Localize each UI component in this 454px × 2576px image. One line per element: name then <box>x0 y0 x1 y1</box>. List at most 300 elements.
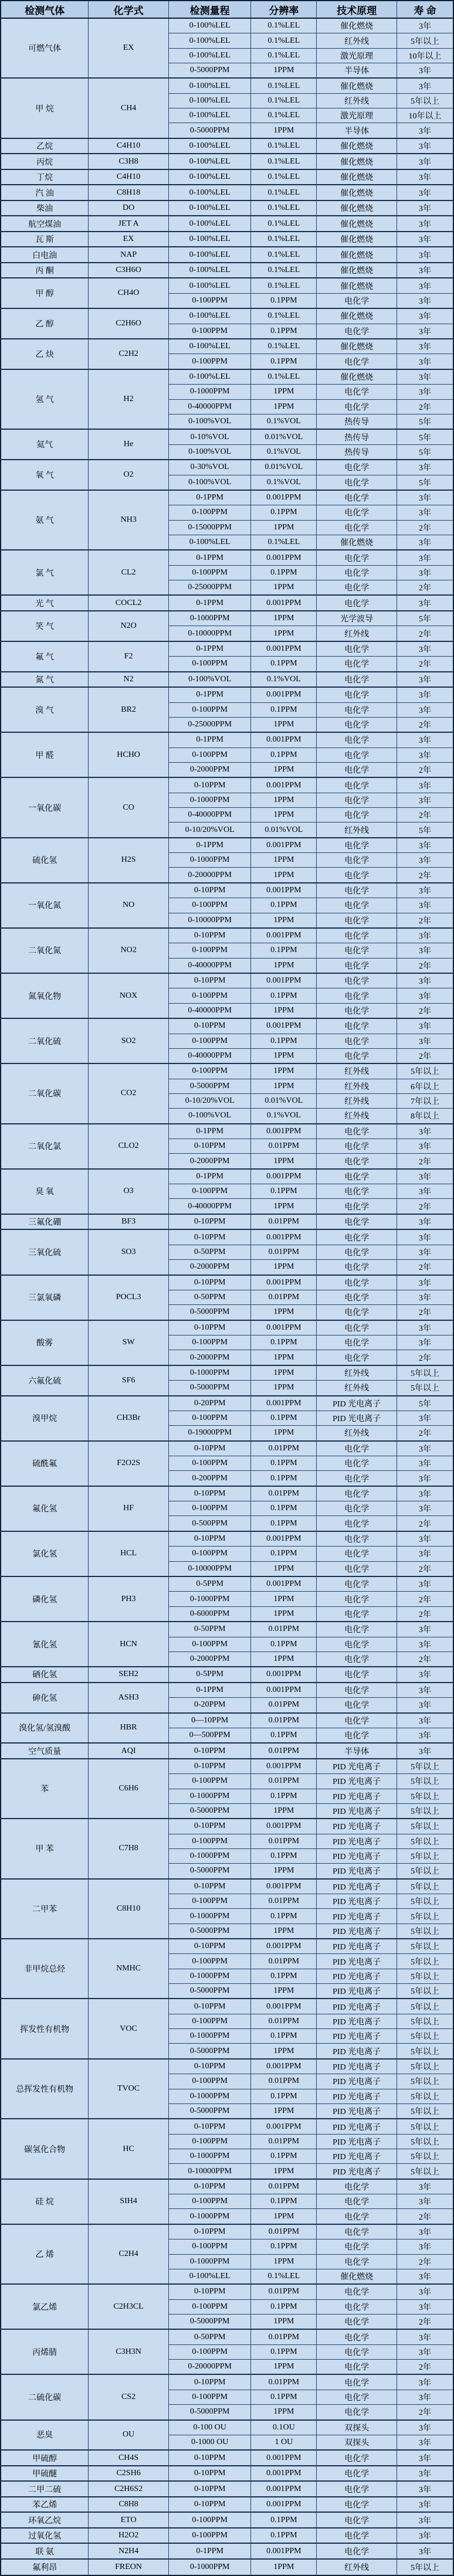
range-cell: 0-10PPM <box>168 777 251 793</box>
gas-formula-cell: SF6 <box>89 1365 169 1396</box>
resolution-cell: 1PPM <box>251 2044 317 2059</box>
range-cell: 0-100 OU <box>168 2420 251 2435</box>
principle-cell: 电化学 <box>317 717 397 732</box>
range-cell: 0-5PPM <box>168 1667 251 1683</box>
gas-formula-cell: C2H6O <box>89 308 169 339</box>
principle-cell: 红外线 <box>317 823 397 838</box>
table-row <box>1 1531 453 1547</box>
gas-name-cell: 磷化氢 <box>1 1576 89 1622</box>
principle-cell: 红外线 <box>317 33 397 48</box>
resolution-cell: 0.1%LEL <box>251 138 317 154</box>
gas-formula-cell: N2 <box>89 672 169 688</box>
range-cell: 0-1000PPM <box>168 2029 251 2044</box>
range-cell: 0-100PPM <box>168 2134 251 2149</box>
table-row <box>1 641 453 657</box>
lifespan-cell: 5年以上 <box>397 1939 453 1954</box>
range-cell: 0-1000PPM <box>168 1909 251 1923</box>
table-row <box>1 928 453 943</box>
gas-formula-cell: HBR <box>89 1713 169 1744</box>
principle-cell: 电化学 <box>317 1667 397 1683</box>
range-cell: 0-100PPM <box>168 2074 251 2089</box>
gas-formula-cell: N2O <box>89 611 169 641</box>
resolution-cell: 0.01PPM <box>251 1698 317 1713</box>
resolution-cell: 0.1%LEL <box>251 200 317 216</box>
lifespan-cell: 3年 <box>397 2420 453 2435</box>
resolution-cell: 1PPM <box>251 853 317 868</box>
principle-cell: PID 光电离子 <box>317 1789 397 1803</box>
table-row <box>1 2374 453 2390</box>
lifespan-cell: 5年 <box>397 429 453 444</box>
range-cell: 0-100PPM <box>168 747 251 762</box>
resolution-cell: 0.1PPM <box>251 657 317 672</box>
principle-cell: 电化学 <box>317 505 397 520</box>
lifespan-cell: 5年 <box>397 475 453 490</box>
principle-cell: 电化学 <box>317 1018 397 1034</box>
range-cell: 0-100PPM <box>168 2390 251 2404</box>
lifespan-cell: 3年 <box>397 1018 453 1034</box>
range-cell: 0-200PPM <box>168 1471 251 1486</box>
range-cell: 0-1000PPM <box>168 793 251 807</box>
resolution-cell: 0.1PPM <box>251 1516 317 1531</box>
resolution-cell: 0.001PPM <box>251 2481 317 2497</box>
lifespan-cell: 3年 <box>397 2497 453 2513</box>
gas-formula-cell: CH4 <box>89 78 169 138</box>
range-cell: 0-100PPM <box>168 702 251 717</box>
resolution-cell: 1PPM <box>251 626 317 641</box>
gas-name-cell: 苯 <box>1 1759 89 1819</box>
gas-name-cell: 乙 炔 <box>1 339 89 369</box>
principle-cell: 电化学 <box>317 732 397 747</box>
lifespan-cell: 3年 <box>397 793 453 807</box>
gas-formula-cell: EX <box>89 232 169 247</box>
range-cell: 0-50PPM <box>168 1245 251 1259</box>
principle-cell: PID 光电离子 <box>317 1774 397 1789</box>
gas-formula-cell: C3H6O <box>89 263 169 278</box>
resolution-cell: 0.1PPM <box>251 2344 317 2359</box>
range-cell: 0-20000PPM <box>168 2360 251 2375</box>
resolution-cell: 0.01PPM <box>251 2014 317 2028</box>
resolution-cell: 1PPM <box>251 1079 317 1093</box>
table-row <box>1 2450 453 2466</box>
resolution-cell: 0.1PPM <box>251 2299 317 2314</box>
lifespan-cell: 3年 <box>397 200 453 216</box>
lifespan-cell: 3年 <box>397 595 453 611</box>
range-cell: 0-20PPM <box>168 1698 251 1713</box>
principle-cell: 半导体 <box>317 63 397 79</box>
lifespan-cell: 2年 <box>397 2314 453 2329</box>
resolution-cell: 0.1%VOL <box>251 475 317 490</box>
lifespan-cell: 3年 <box>397 460 453 475</box>
lifespan-cell: 3年 <box>397 565 453 580</box>
gas-name-cell: 三氯氧磷 <box>1 1275 89 1320</box>
gas-formula-cell: CS2 <box>89 2374 169 2419</box>
table-row <box>1 2059 453 2074</box>
range-cell: 0-100PPM <box>168 2344 251 2359</box>
range-cell: 0-100%LEL <box>168 200 251 216</box>
gas-formula-cell: CH4O <box>89 278 169 308</box>
range-cell: 0-10PPM <box>168 2119 251 2134</box>
lifespan-cell: 2年 <box>397 1350 453 1365</box>
resolution-cell: 0.001PPM <box>251 1999 317 2014</box>
resolution-cell: 0.01PPM <box>251 1743 317 1759</box>
resolution-cell: 0.001PPM <box>251 1879 317 1894</box>
resolution-cell: 0.1PPM <box>251 2512 317 2528</box>
table-row <box>1 1819 453 1834</box>
range-cell: 0-20000PPM <box>168 868 251 883</box>
resolution-cell: 0.001PPM <box>251 1229 317 1245</box>
resolution-cell: 0.001PPM <box>251 550 317 565</box>
range-cell: 0-100%VOL <box>168 414 251 429</box>
gas-formula-cell: C4H10 <box>89 169 169 185</box>
range-cell: 0-10PPM <box>168 1486 251 1501</box>
resolution-cell: 0.1PPM <box>251 2528 317 2544</box>
lifespan-cell: 5年以上 <box>397 2119 453 2134</box>
range-cell: 0-5PPM <box>168 1576 251 1592</box>
gas-name-cell: 一氧化碳 <box>1 777 89 837</box>
range-cell: 0-1000PPM <box>168 1592 251 1606</box>
resolution-cell: 0.001PPM <box>251 1939 317 1954</box>
range-cell: 0-100%LEL <box>168 18 251 33</box>
principle-cell: PID 光电离子 <box>317 1396 397 1411</box>
lifespan-cell: 3年 <box>397 185 453 200</box>
gas-formula-cell: C7H8 <box>89 1819 169 1878</box>
lifespan-cell: 3年 <box>397 2435 453 2450</box>
resolution-cell: 1PPM <box>251 1923 317 1939</box>
principle-cell: 电化学 <box>317 2299 397 2314</box>
range-cell: 0-100%LEL <box>168 185 251 200</box>
range-cell: 0-10PPM <box>168 2481 251 2497</box>
resolution-cell: 0.001PPM <box>251 1018 317 1034</box>
range-cell: 0-10PPM <box>168 1999 251 2014</box>
range-cell: 0-1000PPM <box>168 1848 251 1863</box>
resolution-cell: 0.001PPM <box>251 1667 317 1683</box>
gas-formula-cell: CH3Br <box>89 1396 169 1441</box>
range-cell: 0-100%LEL <box>168 2269 251 2284</box>
resolution-cell: 1PPM <box>251 1199 317 1214</box>
principle-cell: 电化学 <box>317 1441 397 1456</box>
table-row <box>1 732 453 747</box>
resolution-cell: 0.1%VOL <box>251 1109 317 1124</box>
principle-cell: 红外线 <box>317 626 397 641</box>
principle-cell: 电化学 <box>317 762 397 777</box>
resolution-cell: 0.1PPM <box>251 988 317 1003</box>
gas-name-cell: 二甲二硫 <box>1 2481 89 2497</box>
lifespan-cell: 3年 <box>397 1124 453 1139</box>
range-cell: 0-100%LEL <box>168 33 251 48</box>
gas-name-cell: 氮 气 <box>1 672 89 688</box>
lifespan-cell: 3年 <box>397 1034 453 1048</box>
principle-cell: 电化学 <box>317 550 397 565</box>
principle-cell: 电化学 <box>317 883 397 898</box>
resolution-cell: 0.1%LEL <box>251 78 317 93</box>
resolution-cell: 0.001PPM <box>251 641 317 657</box>
lifespan-cell: 5年以上 <box>397 1759 453 1774</box>
principle-cell: PID 光电离子 <box>317 1411 397 1425</box>
range-cell: 0-1PPM <box>168 1169 251 1184</box>
principle-cell: 催化燃烧 <box>317 185 397 200</box>
gas-name-cell: 氟 气 <box>1 641 89 672</box>
lifespan-cell: 3年 <box>397 550 453 565</box>
range-cell: 0-50PPM <box>168 1290 251 1304</box>
range-cell: 0-5000PPM <box>168 1305 251 1320</box>
table-row <box>1 2420 453 2435</box>
lifespan-cell: 2年 <box>397 1003 453 1018</box>
table-row <box>1 838 453 853</box>
principle-cell: PID 光电离子 <box>317 2014 397 2028</box>
principle-cell: 电化学 <box>317 1606 397 1622</box>
lifespan-cell: 5年以上 <box>397 2134 453 2149</box>
principle-cell: 催化燃烧 <box>317 200 397 216</box>
range-cell: 0-100PPM <box>168 1456 251 1471</box>
range-cell: 0-100%LEL <box>168 339 251 354</box>
gas-formula-cell: SW <box>89 1320 169 1365</box>
gas-name-cell: 三氧化硫 <box>1 1229 89 1275</box>
table-row <box>1 2559 453 2575</box>
lifespan-cell: 5年以上 <box>397 1803 453 1819</box>
gas-formula-cell: PH3 <box>89 1576 169 1622</box>
resolution-cell: 0.1%LEL <box>251 93 317 108</box>
gas-name-cell: 溴甲烷 <box>1 1396 89 1441</box>
resolution-cell: 1PPM <box>251 1365 317 1381</box>
column-header-gas: 检测气体 <box>1 1 89 18</box>
table-row <box>1 1667 453 1683</box>
lifespan-cell: 3年 <box>397 216 453 232</box>
lifespan-cell: 3年 <box>397 232 453 247</box>
gas-formula-cell: CL2 <box>89 550 169 595</box>
gas-formula-cell: N2H4 <box>89 2543 169 2559</box>
lifespan-cell: 3年 <box>397 1486 453 1501</box>
principle-cell: 催化燃烧 <box>317 339 397 354</box>
principle-cell: 激光原理 <box>317 108 397 123</box>
principle-cell: 电化学 <box>317 293 397 308</box>
resolution-cell: 0.01PPM <box>251 1441 317 1456</box>
resolution-cell: 1PPM <box>251 1381 317 1396</box>
lifespan-cell: 3年 <box>397 1683 453 1698</box>
resolution-cell: 0.1PPM <box>251 2390 317 2404</box>
principle-cell: PID 光电离子 <box>317 2074 397 2089</box>
gas-formula-cell: H2 <box>89 369 169 429</box>
gas-formula-cell: C3H8 <box>89 154 169 169</box>
lifespan-cell: 5年以上 <box>397 1984 453 1999</box>
gas-name-cell: 丙 酮 <box>1 263 89 278</box>
principle-cell: 电化学 <box>317 2344 397 2359</box>
lifespan-cell: 2年 <box>397 580 453 596</box>
resolution-cell: 0.001PPM <box>251 2450 317 2466</box>
lifespan-cell: 3年 <box>397 490 453 505</box>
lifespan-cell: 5年以上 <box>397 2164 453 2179</box>
resolution-cell: 1PPM <box>251 385 317 399</box>
table-row <box>1 2119 453 2134</box>
range-cell: 0-1PPM <box>168 687 251 702</box>
principle-cell: 电化学 <box>317 958 397 973</box>
range-cell: 0-100PPM <box>168 1954 251 1969</box>
resolution-cell: 0.1PPM <box>251 1728 317 1743</box>
principle-cell: 电化学 <box>317 565 397 580</box>
lifespan-cell: 3年 <box>397 928 453 943</box>
gas-formula-cell: C4H10 <box>89 138 169 154</box>
principle-cell: 电化学 <box>317 2209 397 2224</box>
lifespan-cell: 3年 <box>397 1743 453 1759</box>
range-cell: 0-10PPM <box>168 973 251 988</box>
principle-cell: 电化学 <box>317 2405 397 2420</box>
lifespan-cell: 5年以上 <box>397 2059 453 2074</box>
range-cell: 0-2000PPM <box>168 1651 251 1667</box>
gas-name-cell: 氯乙烯 <box>1 2284 89 2329</box>
table-row <box>1 550 453 565</box>
gas-name-cell: 溴 气 <box>1 687 89 732</box>
lifespan-cell: 3年 <box>397 1214 453 1230</box>
resolution-cell: 0.01PPM <box>251 1139 317 1154</box>
range-cell: 0-1000PPM <box>168 385 251 399</box>
principle-cell: 电化学 <box>317 2360 397 2375</box>
lifespan-cell: 2年 <box>397 808 453 823</box>
gas-name-cell: 总挥发性有机物 <box>1 2059 89 2119</box>
gas-name-cell: 一氧化氮 <box>1 883 89 928</box>
resolution-cell: 0.01PPM <box>251 2179 317 2194</box>
gas-name-cell: 光 气 <box>1 595 89 611</box>
lifespan-cell: 6年以上 <box>397 1079 453 1093</box>
lifespan-cell: 3年 <box>397 18 453 33</box>
principle-cell: 激光原理 <box>317 48 397 63</box>
table-row <box>1 216 453 232</box>
resolution-cell: 1PPM <box>251 580 317 596</box>
resolution-cell: 0.1%LEL <box>251 263 317 278</box>
lifespan-cell: 5年以上 <box>397 1999 453 2014</box>
lifespan-cell: 3年 <box>397 1728 453 1743</box>
table-row <box>1 308 453 324</box>
principle-cell: 双探头 <box>317 2420 397 2435</box>
resolution-cell: 0.1PPM <box>251 898 317 913</box>
gas-formula-cell: NH3 <box>89 490 169 550</box>
range-cell: 0-5000PPM <box>168 2044 251 2059</box>
gas-name-cell: 硅 烷 <box>1 2179 89 2224</box>
lifespan-cell: 5年以上 <box>397 1894 453 1909</box>
gas-formula-cell: HCHO <box>89 732 169 777</box>
resolution-cell: 0.1%LEL <box>251 232 317 247</box>
table-row <box>1 169 453 185</box>
range-cell: 0-100PPM <box>168 354 251 369</box>
resolution-cell: 1PPM <box>251 520 317 535</box>
resolution-cell: 1PPM <box>251 1592 317 1606</box>
range-cell: 0-2000PPM <box>168 762 251 777</box>
lifespan-cell: 3年 <box>397 2512 453 2528</box>
lifespan-cell: 2年 <box>397 2209 453 2224</box>
lifespan-cell: 5年以上 <box>397 2014 453 2028</box>
resolution-cell: 0.1PPM <box>251 1637 317 1651</box>
range-cell: 0-100%LEL <box>168 369 251 385</box>
gas-formula-cell: CO <box>89 777 169 837</box>
gas-formula-cell: HCL <box>89 1531 169 1576</box>
gas-name-cell: 过氧化氢 <box>1 2528 89 2544</box>
principle-cell: 催化燃烧 <box>317 263 397 278</box>
gas-name-cell: 乙 烯 <box>1 2224 89 2284</box>
lifespan-cell: 3年 <box>397 1139 453 1154</box>
range-cell: 0-100PPM <box>168 898 251 913</box>
principle-cell: 电化学 <box>317 808 397 823</box>
gas-name-cell: 氯化氢 <box>1 1531 89 1576</box>
gas-name-cell: 联 氨 <box>1 2543 89 2559</box>
principle-cell: 电化学 <box>317 1350 397 1365</box>
principle-cell: PID 光电离子 <box>317 1984 397 1999</box>
resolution-cell: 0.01PPM <box>251 1622 317 1637</box>
lifespan-cell: 2年 <box>397 1305 453 1320</box>
gas-name-cell: 硒化氢 <box>1 1667 89 1683</box>
resolution-cell: 1PPM <box>251 611 317 626</box>
resolution-cell: 0.1%LEL <box>251 2269 317 2284</box>
gas-name-cell: 甲 醇 <box>1 278 89 308</box>
lifespan-cell: 3年 <box>397 1547 453 1561</box>
gas-name-cell: 挥发性有机物 <box>1 1999 89 2058</box>
resolution-cell: 0.001PPM <box>251 838 317 853</box>
range-cell: 0-10PPM <box>168 2374 251 2390</box>
range-cell: 0-40000PPM <box>168 808 251 823</box>
principle-cell: 电化学 <box>317 354 397 369</box>
principle-cell: 催化燃烧 <box>317 18 397 33</box>
table-row <box>1 2466 453 2482</box>
range-cell: 0-10PPM <box>168 1320 251 1335</box>
table-row <box>1 278 453 293</box>
principle-cell: 双探头 <box>317 2435 397 2450</box>
gas-name-cell: 瓦 斯 <box>1 232 89 247</box>
resolution-cell: 0.001PPM <box>251 2119 317 2134</box>
range-cell: 0-5000PPM <box>168 1864 251 1879</box>
lifespan-cell: 3年 <box>397 369 453 385</box>
lifespan-cell: 3年 <box>397 2284 453 2299</box>
gas-name-cell: 苯乙烯 <box>1 2497 89 2513</box>
principle-cell: 半导体 <box>317 1743 397 1759</box>
lifespan-cell: 5年 <box>397 414 453 429</box>
table-row <box>1 2284 453 2299</box>
gas-formula-cell: HF <box>89 1486 169 1531</box>
gas-formula-cell: ETO <box>89 2512 169 2528</box>
resolution-cell: 0.1PPM <box>251 565 317 580</box>
principle-cell: PID 光电离子 <box>317 1954 397 1969</box>
lifespan-cell: 3年 <box>397 732 453 747</box>
resolution-cell: 1PPM <box>251 1260 317 1275</box>
range-cell: 0-10PPM <box>168 1275 251 1290</box>
resolution-cell: 0.1PPM <box>251 1456 317 1471</box>
range-cell: 0-5000PPM <box>168 1984 251 1999</box>
principle-cell: 电化学 <box>317 385 397 399</box>
resolution-cell: 0.1PPM <box>251 702 317 717</box>
principle-cell: 催化燃烧 <box>317 78 397 93</box>
principle-cell: 电化学 <box>317 2466 397 2482</box>
range-cell: 0-10PPM <box>168 1018 251 1034</box>
range-cell: 0-100PPM <box>168 1411 251 1425</box>
resolution-cell: 0.01PPM <box>251 2284 317 2299</box>
range-cell: 0-100%VOL <box>168 444 251 460</box>
resolution-cell: 0.001PPM <box>251 1320 317 1335</box>
resolution-cell: 0.1%LEL <box>251 154 317 169</box>
principle-cell: 电化学 <box>317 1290 397 1304</box>
lifespan-cell: 2年 <box>397 657 453 672</box>
principle-cell: 电化学 <box>317 1486 397 1501</box>
gas-formula-cell: F2 <box>89 641 169 672</box>
principle-cell: 电化学 <box>317 973 397 988</box>
gas-formula-cell: FREON <box>89 2559 169 2575</box>
resolution-cell: 0.001PPM <box>251 1819 317 1834</box>
table-row <box>1 1683 453 1698</box>
resolution-cell: 0.1%LEL <box>251 18 317 33</box>
principle-cell: 电化学 <box>317 1184 397 1199</box>
range-cell: 0-1000PPM <box>168 2254 251 2269</box>
range-cell: 0-100%LEL <box>168 138 251 154</box>
resolution-cell: 0.01%VOL <box>251 823 317 838</box>
gas-formula-cell: C2SH6 <box>89 2466 169 2482</box>
table-row <box>1 429 453 444</box>
table-row <box>1 247 453 263</box>
range-cell: 0-100PPM <box>168 1894 251 1909</box>
